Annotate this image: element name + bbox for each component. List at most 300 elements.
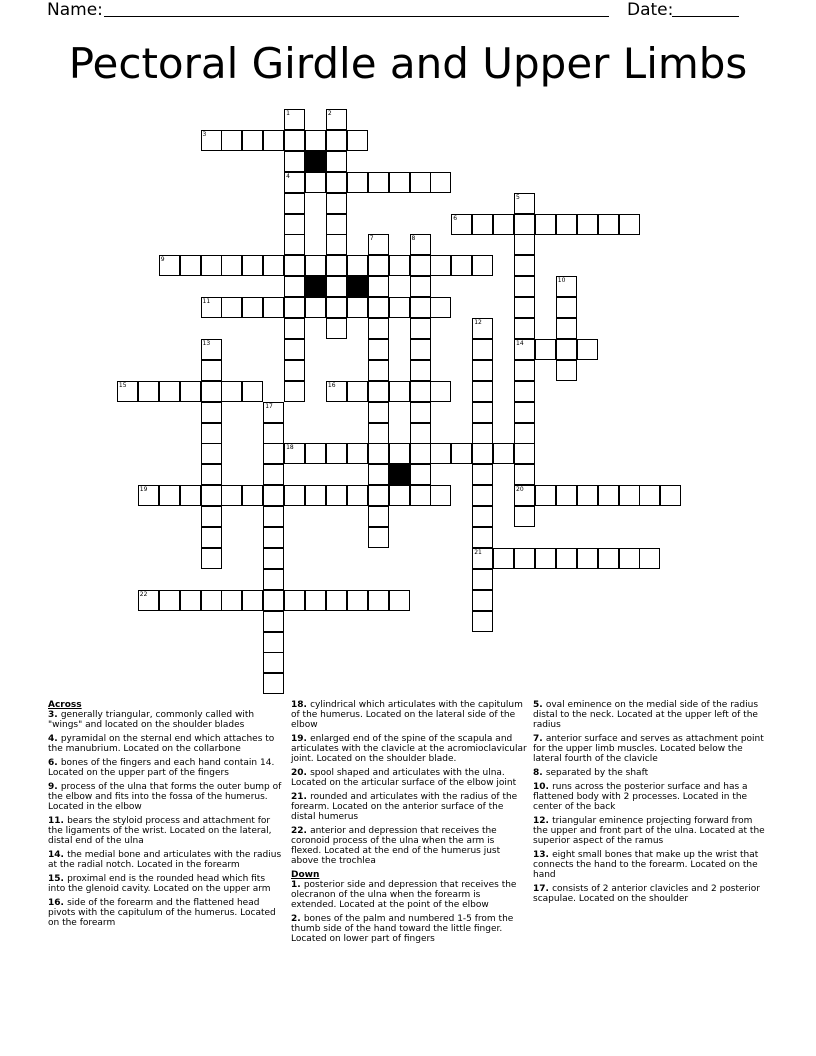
clue-item bbox=[533, 850, 769, 880]
grid-cell[interactable] bbox=[389, 172, 410, 193]
grid-cell[interactable] bbox=[305, 443, 326, 464]
grid-cell[interactable] bbox=[451, 443, 472, 464]
grid-cell[interactable] bbox=[263, 673, 284, 694]
grid-cell[interactable] bbox=[263, 423, 284, 444]
grid-cell[interactable] bbox=[284, 276, 305, 297]
grid-cell[interactable] bbox=[138, 590, 159, 611]
grid-cell[interactable] bbox=[326, 381, 347, 402]
grid-cell[interactable] bbox=[368, 443, 389, 464]
grid-cell[interactable] bbox=[347, 485, 368, 506]
grid-cell[interactable] bbox=[472, 443, 493, 464]
grid-cell[interactable] bbox=[368, 172, 389, 193]
grid-cell[interactable] bbox=[472, 360, 493, 381]
grid-cell[interactable] bbox=[326, 276, 347, 297]
grid-cell[interactable] bbox=[598, 214, 619, 235]
clue-item-text: side of the forearm and the flattened head pivots with the capitulum of the humerus. Located on the forearm bbox=[48, 898, 276, 928]
page-title: Pectoral Girdle and Upper Limbs bbox=[68, 39, 748, 88]
grid-cell[interactable] bbox=[159, 485, 180, 506]
clue-item bbox=[291, 880, 527, 910]
grid-cell[interactable] bbox=[284, 151, 305, 172]
grid-cell[interactable] bbox=[430, 485, 451, 506]
clue-item-text: pyramidal on the sternal end which attaches to the manubrium. Located on the collarbone bbox=[48, 734, 275, 754]
grid-cell[interactable] bbox=[368, 423, 389, 444]
grid-cell[interactable] bbox=[535, 339, 556, 360]
clue-item bbox=[291, 914, 527, 944]
grid-cell[interactable] bbox=[577, 485, 598, 506]
grid-cell[interactable] bbox=[514, 485, 535, 506]
clue-item-text: anterior and depression that receives the coronoid process of the ulna when the arm is flexed. Located at the end of the humerus just above the trochlea bbox=[291, 826, 501, 866]
clue-item bbox=[48, 816, 284, 846]
grid-cell[interactable] bbox=[368, 360, 389, 381]
clue-item bbox=[291, 700, 527, 730]
grid-cell[interactable] bbox=[284, 234, 305, 255]
clue-item-text: proximal end is the rounded head which fits into the glenoid cavity. Located on the upper arm bbox=[48, 874, 271, 894]
grid-cell[interactable] bbox=[368, 485, 389, 506]
grid-cell[interactable] bbox=[284, 485, 305, 506]
clue-item-number: 21. bbox=[291, 792, 311, 802]
grid-cell[interactable] bbox=[514, 443, 535, 464]
grid-cell[interactable] bbox=[410, 318, 431, 339]
grid-cell[interactable] bbox=[263, 464, 284, 485]
grid-cell[interactable] bbox=[201, 339, 222, 360]
clue-item-number: 4. bbox=[48, 734, 61, 744]
grid-cell[interactable] bbox=[326, 318, 347, 339]
clue-number: 11 bbox=[202, 298, 211, 306]
grid-cell[interactable] bbox=[514, 339, 535, 360]
grid-cell[interactable] bbox=[263, 590, 284, 611]
clue-item-text: consists of 2 anterior clavicles and 2 posterior scapulae. Located on the shoulder bbox=[533, 884, 760, 904]
grid-cell[interactable] bbox=[514, 193, 535, 214]
grid-cell[interactable] bbox=[347, 172, 368, 193]
grid-cell[interactable] bbox=[263, 402, 284, 423]
clue-item-number: 13. bbox=[533, 850, 553, 860]
clue-item bbox=[48, 710, 284, 730]
grid-cell[interactable] bbox=[556, 214, 577, 235]
grid-cell[interactable] bbox=[619, 214, 640, 235]
clue-item-text: separated by the shaft bbox=[545, 768, 649, 778]
grid-cell[interactable] bbox=[284, 193, 305, 214]
grid-cell[interactable] bbox=[514, 548, 535, 569]
grid-cell[interactable] bbox=[619, 485, 640, 506]
clue-item-number: 5. bbox=[533, 700, 546, 710]
grid-cell[interactable] bbox=[284, 297, 305, 318]
grid-cell[interactable] bbox=[284, 443, 305, 464]
grid-cell[interactable] bbox=[514, 423, 535, 444]
grid-cell[interactable] bbox=[284, 109, 305, 130]
clue-heading: Down bbox=[291, 870, 320, 880]
grid-cell[interactable] bbox=[514, 276, 535, 297]
clue-item bbox=[533, 734, 769, 764]
date-label: Date: bbox=[627, 0, 674, 20]
grid-cell[interactable] bbox=[326, 172, 347, 193]
grid-cell[interactable] bbox=[326, 151, 347, 172]
clue-item bbox=[48, 758, 284, 778]
grid-cell[interactable] bbox=[221, 381, 242, 402]
grid-cell[interactable] bbox=[368, 381, 389, 402]
clue-item-number: 11. bbox=[48, 816, 68, 826]
clue-item-number: 17. bbox=[533, 884, 553, 894]
clue-item bbox=[533, 768, 769, 778]
grid-cell[interactable] bbox=[326, 485, 347, 506]
clue-item-text: spool shaped and articulates with the ulna. Located on the articular surface of the elbow joint bbox=[291, 768, 517, 788]
grid-cell[interactable] bbox=[201, 402, 222, 423]
clue-item bbox=[533, 782, 769, 812]
grid-cell[interactable] bbox=[201, 381, 222, 402]
grid-cell[interactable] bbox=[201, 443, 222, 464]
grid-cell[interactable] bbox=[347, 297, 368, 318]
grid-cell[interactable] bbox=[535, 214, 556, 235]
grid-cell[interactable] bbox=[368, 339, 389, 360]
grid-cell[interactable] bbox=[180, 590, 201, 611]
grid-cell[interactable] bbox=[472, 548, 493, 569]
grid-cell[interactable] bbox=[242, 130, 263, 151]
grid-cell[interactable] bbox=[284, 214, 305, 235]
clue-item-text: the medial bone and articulates with the radius at the radial notch. Located in the forearm bbox=[48, 850, 282, 870]
grid-cell[interactable] bbox=[284, 590, 305, 611]
grid-cell[interactable] bbox=[410, 276, 431, 297]
grid-cell[interactable] bbox=[472, 339, 493, 360]
grid-cell[interactable] bbox=[472, 485, 493, 506]
grid-cell[interactable] bbox=[514, 402, 535, 423]
grid-cell[interactable] bbox=[389, 590, 410, 611]
clue-number: 3 bbox=[202, 130, 207, 138]
clue-item-text: runs across the posterior surface and has a flattened body with 2 processes. Located in the center of the back bbox=[533, 782, 748, 812]
grid-cell[interactable] bbox=[410, 172, 431, 193]
grid-cell[interactable] bbox=[410, 464, 431, 485]
clue-item bbox=[533, 816, 769, 846]
grid-cell[interactable] bbox=[660, 485, 681, 506]
grid-cell[interactable] bbox=[221, 130, 242, 151]
grid-cell[interactable] bbox=[389, 485, 410, 506]
grid-cell[interactable] bbox=[430, 297, 451, 318]
grid-cell[interactable] bbox=[263, 652, 284, 673]
grid-cell[interactable] bbox=[368, 527, 389, 548]
grid-cell[interactable] bbox=[410, 423, 431, 444]
grid-cell[interactable] bbox=[410, 297, 431, 318]
clue-number: 7 bbox=[369, 235, 374, 243]
grid-cell[interactable] bbox=[639, 485, 660, 506]
clue-heading: Across bbox=[48, 700, 82, 710]
grid-cell[interactable] bbox=[326, 234, 347, 255]
grid-cell[interactable] bbox=[514, 214, 535, 235]
grid-cell[interactable] bbox=[305, 255, 326, 276]
clue-item-number: 22. bbox=[291, 826, 311, 836]
grid-cell[interactable] bbox=[368, 234, 389, 255]
grid-cell[interactable] bbox=[556, 318, 577, 339]
grid-cell[interactable] bbox=[430, 381, 451, 402]
grid-cell[interactable] bbox=[201, 506, 222, 527]
clue-number: 20 bbox=[516, 486, 524, 494]
clue-item bbox=[533, 884, 769, 904]
grid-cell[interactable] bbox=[514, 297, 535, 318]
clue-number: 18 bbox=[286, 444, 294, 452]
grid-cell[interactable] bbox=[180, 485, 201, 506]
grid-cell[interactable] bbox=[368, 255, 389, 276]
clue-number: 13 bbox=[202, 339, 211, 347]
grid-cell[interactable] bbox=[619, 548, 640, 569]
clue-item-number: 1. bbox=[291, 880, 304, 890]
clue-number: 17 bbox=[265, 402, 273, 410]
grid-cell[interactable] bbox=[410, 443, 431, 464]
clue-number: 15 bbox=[118, 381, 127, 389]
clue-number: 6 bbox=[453, 214, 458, 222]
grid-cell[interactable] bbox=[326, 214, 347, 235]
grid-cell[interactable] bbox=[180, 381, 201, 402]
grid-cell[interactable] bbox=[201, 464, 222, 485]
clue-number: 1 bbox=[286, 110, 290, 117]
grid-cell[interactable] bbox=[556, 485, 577, 506]
clue-number: 5 bbox=[516, 193, 520, 201]
grid-cell[interactable] bbox=[556, 339, 577, 360]
grid-cell[interactable] bbox=[242, 255, 263, 276]
grid-cell[interactable] bbox=[556, 297, 577, 318]
grid-cell[interactable] bbox=[472, 611, 493, 632]
grid-cell[interactable] bbox=[430, 172, 451, 193]
grid-cell[interactable] bbox=[221, 297, 242, 318]
grid-cell[interactable] bbox=[368, 318, 389, 339]
grid-cell[interactable] bbox=[326, 130, 347, 151]
clue-number: 19 bbox=[139, 486, 148, 494]
clue-item bbox=[48, 874, 284, 894]
grid-cell[interactable] bbox=[347, 255, 368, 276]
clue-number: 16 bbox=[327, 381, 336, 389]
grid-cell[interactable] bbox=[284, 255, 305, 276]
black-square bbox=[305, 151, 326, 172]
grid-cell[interactable] bbox=[598, 485, 619, 506]
grid-cell[interactable] bbox=[389, 255, 410, 276]
grid-cell[interactable] bbox=[263, 548, 284, 569]
grid-cell[interactable] bbox=[410, 360, 431, 381]
clue-number: 10 bbox=[557, 277, 566, 285]
grid-cell[interactable] bbox=[263, 485, 284, 506]
clue-item bbox=[48, 782, 284, 812]
grid-cell[interactable] bbox=[472, 569, 493, 590]
clue-item-number: 20. bbox=[291, 768, 311, 778]
grid-cell[interactable] bbox=[577, 214, 598, 235]
grid-cell[interactable] bbox=[201, 527, 222, 548]
grid-cell[interactable] bbox=[138, 485, 159, 506]
grid-cell[interactable] bbox=[514, 234, 535, 255]
grid-cell[interactable] bbox=[493, 443, 514, 464]
grid-cell[interactable] bbox=[326, 590, 347, 611]
grid-cell[interactable] bbox=[326, 193, 347, 214]
grid-cell[interactable] bbox=[472, 590, 493, 611]
grid-cell[interactable] bbox=[472, 402, 493, 423]
grid-cell[interactable] bbox=[493, 548, 514, 569]
grid-cell[interactable] bbox=[514, 318, 535, 339]
clue-item bbox=[291, 792, 527, 822]
grid-cell[interactable] bbox=[284, 360, 305, 381]
grid-cell[interactable] bbox=[639, 548, 660, 569]
clue-number: 4 bbox=[286, 172, 290, 180]
grid-cell[interactable] bbox=[221, 485, 242, 506]
grid-cell[interactable] bbox=[514, 506, 535, 527]
grid-cell[interactable] bbox=[284, 381, 305, 402]
grid-cell[interactable] bbox=[201, 297, 222, 318]
clue-item-number: 8. bbox=[533, 768, 546, 778]
grid-cell[interactable] bbox=[201, 360, 222, 381]
grid-cell[interactable] bbox=[305, 590, 326, 611]
grid-cell[interactable] bbox=[472, 255, 493, 276]
clue-item-text: posterior side and depression that receives the olecranon of the ulna when the forearm is extended. Located at the point of the elbow bbox=[291, 880, 517, 910]
grid-cell[interactable] bbox=[430, 443, 451, 464]
grid-cell[interactable] bbox=[284, 130, 305, 151]
grid-cell[interactable] bbox=[326, 255, 347, 276]
grid-cell[interactable] bbox=[514, 255, 535, 276]
grid-cell[interactable] bbox=[159, 381, 180, 402]
clue-item-text: bears the styloid process and attachment for the ligaments of the wrist. Located on the lateral, distal end of the ulna bbox=[48, 816, 272, 846]
black-square bbox=[389, 464, 410, 485]
clue-item-text: anterior surface and serves as attachment point for the upper limb muscles. Located below the lateral fourth of the clavicle bbox=[533, 734, 764, 764]
grid-cell[interactable] bbox=[201, 590, 222, 611]
grid-cell[interactable] bbox=[514, 381, 535, 402]
grid-cell[interactable] bbox=[451, 214, 472, 235]
clue-item-text: process of the ulna that forms the outer bump of the elbow and fits into the fossa of the humerus. Located in the elbow bbox=[48, 782, 282, 812]
grid-cell[interactable] bbox=[201, 130, 222, 151]
grid-cell[interactable] bbox=[117, 381, 138, 402]
grid-cell[interactable] bbox=[159, 590, 180, 611]
clue-column-1 bbox=[48, 700, 284, 932]
grid-cell[interactable] bbox=[326, 297, 347, 318]
grid-cell[interactable] bbox=[159, 255, 180, 276]
grid-cell[interactable] bbox=[242, 297, 263, 318]
grid-cell[interactable] bbox=[284, 339, 305, 360]
grid-cell[interactable] bbox=[263, 443, 284, 464]
grid-cell[interactable] bbox=[221, 255, 242, 276]
grid-cell[interactable] bbox=[180, 255, 201, 276]
grid-cell[interactable] bbox=[263, 527, 284, 548]
grid-cell[interactable] bbox=[242, 590, 263, 611]
clue-item-text: triangular eminence projecting forward from the upper and front part of the ulna. Located at the superior aspect of the ramus bbox=[533, 816, 765, 846]
grid-cell[interactable] bbox=[221, 590, 242, 611]
grid-cell[interactable] bbox=[347, 590, 368, 611]
name-label: Name: bbox=[47, 0, 103, 20]
grid-cell[interactable] bbox=[201, 423, 222, 444]
clue-item-number: 12. bbox=[533, 816, 553, 826]
grid-cell[interactable] bbox=[305, 172, 326, 193]
grid-cell[interactable] bbox=[347, 443, 368, 464]
grid-cell[interactable] bbox=[535, 485, 556, 506]
grid-cell[interactable] bbox=[201, 548, 222, 569]
grid-cell[interactable] bbox=[284, 172, 305, 193]
grid-cell[interactable] bbox=[305, 130, 326, 151]
grid-cell[interactable] bbox=[410, 381, 431, 402]
clue-item-text: cylindrical which articulates with the capitulum of the humerus. Located on the lateral side of the elbow bbox=[291, 700, 523, 730]
clue-item-text: eight small bones that make up the wrist that connects the hand to the forearm. Located on the hand bbox=[533, 850, 759, 880]
clue-item bbox=[48, 734, 284, 754]
grid-cell[interactable] bbox=[368, 506, 389, 527]
grid-cell[interactable] bbox=[263, 632, 284, 653]
clue-number: 14 bbox=[516, 339, 524, 347]
clue-item-number: 9. bbox=[48, 782, 61, 792]
grid-cell[interactable] bbox=[242, 485, 263, 506]
grid-cell[interactable] bbox=[347, 381, 368, 402]
grid-cell[interactable] bbox=[263, 611, 284, 632]
clue-item-number: 3. bbox=[48, 710, 61, 720]
clue-item-number: 18. bbox=[291, 700, 311, 710]
grid-cell[interactable] bbox=[514, 464, 535, 485]
grid-cell[interactable] bbox=[263, 255, 284, 276]
grid-cell[interactable] bbox=[598, 548, 619, 569]
clue-item-number: 7. bbox=[533, 734, 546, 744]
grid-cell[interactable] bbox=[368, 590, 389, 611]
grid-cell[interactable] bbox=[368, 276, 389, 297]
grid-cell[interactable] bbox=[430, 255, 451, 276]
grid-cell[interactable] bbox=[577, 339, 598, 360]
clue-number: 9 bbox=[160, 256, 165, 264]
clue-item bbox=[291, 768, 527, 788]
clue-item-number: 2. bbox=[291, 914, 304, 924]
grid-cell[interactable] bbox=[138, 381, 159, 402]
grid-cell[interactable] bbox=[410, 234, 431, 255]
grid-cell[interactable] bbox=[368, 402, 389, 423]
clue-number: 21 bbox=[474, 548, 482, 556]
grid-cell[interactable] bbox=[556, 276, 577, 297]
clue-item-text: bones of the palm and numbered 1-5 from the thumb side of the hand toward the little finger. Located on lower part of fingers bbox=[291, 914, 514, 944]
grid-cell[interactable] bbox=[347, 130, 368, 151]
grid-cell[interactable] bbox=[535, 548, 556, 569]
grid-cell[interactable] bbox=[577, 548, 598, 569]
grid-cell[interactable] bbox=[305, 297, 326, 318]
clue-number: 8 bbox=[411, 235, 416, 243]
grid-cell[interactable] bbox=[389, 443, 410, 464]
grid-cell[interactable] bbox=[242, 381, 263, 402]
grid-cell[interactable] bbox=[556, 360, 577, 381]
clue-item bbox=[48, 850, 284, 870]
black-square bbox=[347, 276, 368, 297]
clue-item bbox=[533, 700, 769, 730]
grid-cell[interactable] bbox=[472, 506, 493, 527]
clue-item-text: oval eminence on the medial side of the radius distal to the neck. Located at the upper left of the radius bbox=[533, 700, 759, 730]
grid-cell[interactable] bbox=[284, 318, 305, 339]
grid-cell[interactable] bbox=[389, 297, 410, 318]
grid-cell[interactable] bbox=[472, 214, 493, 235]
grid-cell[interactable] bbox=[514, 360, 535, 381]
grid-cell[interactable] bbox=[472, 318, 493, 339]
grid-cell[interactable] bbox=[410, 402, 431, 423]
grid-cell[interactable] bbox=[410, 339, 431, 360]
clue-number: 2 bbox=[327, 110, 332, 117]
grid-cell[interactable] bbox=[410, 255, 431, 276]
grid-cell[interactable] bbox=[472, 464, 493, 485]
grid-cell[interactable] bbox=[556, 548, 577, 569]
grid-cell[interactable] bbox=[201, 255, 222, 276]
grid-cell[interactable] bbox=[472, 381, 493, 402]
grid-cell[interactable] bbox=[410, 485, 431, 506]
clue-item bbox=[291, 826, 527, 866]
grid-cell[interactable] bbox=[263, 130, 284, 151]
grid-cell[interactable] bbox=[326, 109, 347, 130]
clue-item-number: 14. bbox=[48, 850, 68, 860]
grid-cell[interactable] bbox=[263, 506, 284, 527]
grid-cell[interactable] bbox=[263, 569, 284, 590]
clue-number: 12 bbox=[474, 319, 482, 326]
grid-cell[interactable] bbox=[263, 297, 284, 318]
clue-item-number: 19. bbox=[291, 734, 311, 744]
grid-cell[interactable] bbox=[368, 464, 389, 485]
clue-number: 22 bbox=[139, 590, 148, 598]
grid-cell[interactable] bbox=[451, 255, 472, 276]
grid-cell[interactable] bbox=[368, 297, 389, 318]
grid-cell[interactable] bbox=[493, 214, 514, 235]
grid-cell[interactable] bbox=[472, 423, 493, 444]
grid-cell[interactable] bbox=[472, 527, 493, 548]
grid-cell[interactable] bbox=[201, 485, 222, 506]
grid-cell[interactable] bbox=[326, 443, 347, 464]
black-square bbox=[305, 276, 326, 297]
grid-cell[interactable] bbox=[305, 485, 326, 506]
grid-cell[interactable] bbox=[389, 381, 410, 402]
